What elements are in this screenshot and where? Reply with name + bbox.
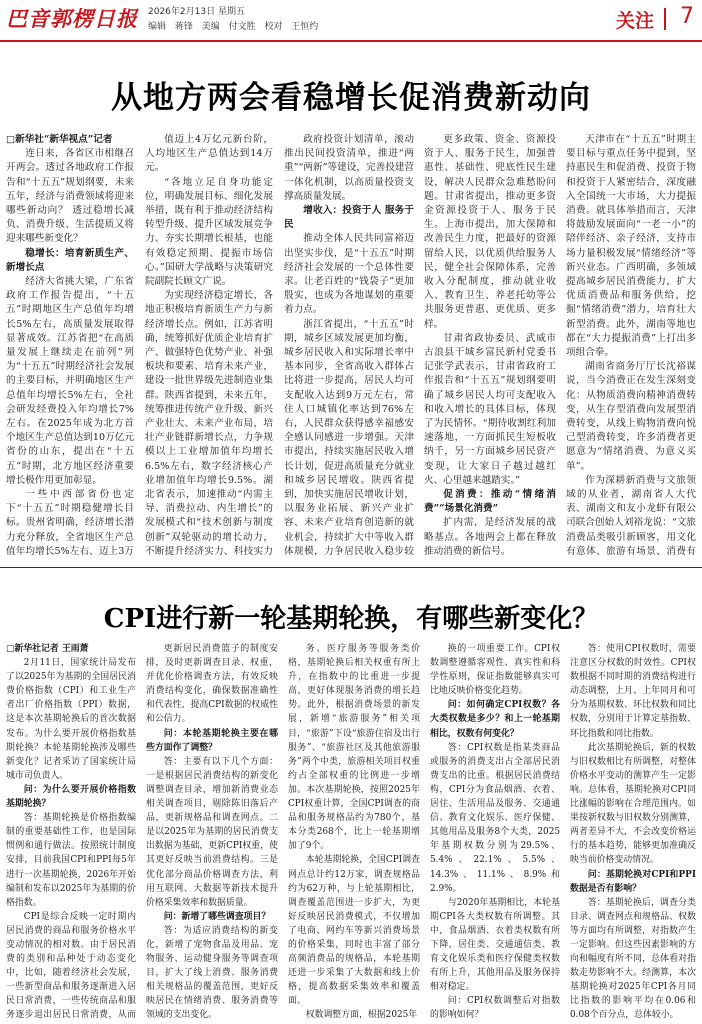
article2-column-3 bbox=[288, 642, 420, 1020]
editors-line: 编辑 蒋锋 美编 付文胜 校对 王恒约 bbox=[148, 22, 319, 32]
paragraph: 经济大省挑大梁，广东省政府工作报告提出，“十五五”时期地区生产总值年均增长5%左右，高质量发展取得显著成效。江苏省把“在高质量发展上继续走在前列”列为“十五五”时期经济社会发展的主要目标，并明确地区生产总值年均增长5%左右，全社会研发经费投入年均增长7%左右。在2025年成为北方首个地区生产总值达到10万亿元省份的山东，提出在“十五五”时期，北方地区经济重要增长极作用更加彰显。 bbox=[6, 276, 134, 486]
section-divider bbox=[664, 8, 666, 30]
paragraph: 政府投资计划清单，滚动推出民间投资清单，推进“两重”“两新”等建设，完善投建营一体化机制，以高质量投资支撑高质量发展。 bbox=[284, 134, 414, 202]
article2-headline: CPI进行新一轮基期轮换，有哪些新变化？ bbox=[103, 604, 599, 634]
page-header bbox=[0, 0, 702, 42]
masthead-logo: 巴音郭楞日报 bbox=[6, 6, 138, 31]
article1-column-4 bbox=[424, 133, 556, 558]
byline: □新华社记者 王雨萧 bbox=[6, 644, 89, 654]
paragraph: 更多政策、资金、资源投资于人、服务于民生，加强普惠性、基础性、兜底性民生建设，解决人民群众急难愁盼问题。甘肃省提出，推动更多资金资源投资于人、服务于民生。上海市提出，加大保障和改善民生力度，把最好的资源留给人民，以优质供给服务人民，健全社会保障体系，完善收入分配制度，推动就业收入、教育卫生、养老托幼等公共服务更普惠、更优质、更多样。 bbox=[424, 134, 556, 330]
paragraph: 本轮基期轮换，全国CPI调查网点总计约12万家，调查规格品约为62万种，与上轮基期相比，调查覆盖范围进一步扩大，为更好反映居民消费模式，不仅增加了电商、网约车等新兴消费场景的价格采集，同时也丰富了部分高频消费品的规格品，本轮基期还进一步采集了大数据和线上价格，提高数据采集效率和覆盖面。 bbox=[288, 855, 420, 1007]
date-line: 2026年2月13日 星期五 bbox=[148, 7, 245, 17]
paragraph: 答：基期轮换是价格指数编制的重要基础性工作，也是国际惯例和通行做法。按照统计制度安排，目前我国CPI和PPI每5年进行一次基期轮换，2026年开始编制和发布以2025年为基期的价格指数。 bbox=[6, 813, 136, 908]
subheading: 稳增长：培育新质生产、新增长点 bbox=[6, 247, 134, 273]
article2-column-5 bbox=[570, 642, 696, 1020]
paragraph: 答：基期轮换后，调查分类目录、调查网点和规格品、权数等方面均有所调整，对指数产生一定影响。但这些因素影响的方向和幅度有所不同，总体看对指数走势影响不大。经测算，本次基期轮换对2025年CPI各月同比指数的影响平均在0.06和0.08个百分点，总体较小。 bbox=[570, 897, 696, 1020]
paragraph: 答：主要有以下几个方面：一是根据居民消费结构的新变化调整调查目录，增加新消费业态相关调查项目，剔除陈旧落后产品，更新规格品和调查网点。二是以2025年为基期的居民消费支出数据为基础，更新CPI权重，使其更好反映当前消费结构。三是优化部分商品价格调查方法，利用互联网、大数据等新技术提升价格采集效率和数据质量。 bbox=[146, 756, 278, 908]
subheading: 问：为什么要开展价格指数基期轮换？ bbox=[6, 784, 136, 810]
article2-column-4 bbox=[430, 642, 560, 1020]
paragraph: 务、医疗服务等服务类价格，基期轮换后相关权重有所上升，在指数中的比重进一步提高，更好体现服务消费的增长趋势。此外，根据消费场景的新发展，新增“旅游服务”相关项目，“旅游”下设“旅游住宿及出行服务”、“旅游社区及其他旅游服务”两个中类，旅游相关项目权重约占全部权重的比例进一步增加。本次基期轮换，按照2025年CPI权重计算，全国CPI调查的商品和服务规格品约为780个，基本分类268个，比上一轮基期增加了9个。 bbox=[288, 644, 420, 852]
subheading: 问：本轮基期轮换主要在哪些方面作了调整？ bbox=[146, 728, 278, 753]
article2-column-1 bbox=[6, 642, 136, 1020]
paragraph: 为实现经济稳定增长，各地正积极培育新质生产力与新经济增长点。例如，江苏省明确，统筹抓好优质企业培育扩产、做强特色优势产业、补强板块和要素、培育未来产业，建设一批世界级先进制造业集群。陕西省提到，未来五年，统筹推进传统产业升级、新兴产业壮大、未来产业布局，培壮产业链群新增长点，力争规模以上工业增加值年均增长6.5%左右，数字经济核心产业增加值年均增长9.5%。湖北省表示，加速推动“内需主导、消费拉动、内生增长”的发展模式和“技术创新与制度创新”双轮驱动的增长动力，不断提升经济实力、科技实力 bbox=[145, 290, 273, 557]
article2-column-2 bbox=[146, 642, 278, 1020]
paragraph: 一些中西部省份也定下“十五五”时期稳健增长目标。贵州省明确，经济增长潜力充分释放，全省地区生产总值年均增长5%左右、迈上3万 bbox=[6, 489, 134, 557]
byline: □新华社“新华视点”记者 bbox=[6, 134, 113, 145]
paragraph: 问：CPI权数调整后对指数的影响如何？ bbox=[430, 996, 560, 1020]
paragraph: 作为深耕新消费与文旅领域的从业者，湖南省人大代表、湖南文和友小龙虾有限公司联合创始人刘裕龙说：“文旅消费品类吸引新顾客，用文化有意体、旅游有场景、消费有 bbox=[566, 474, 696, 557]
paragraph: 湖南省商务厅厅长沈裕谋说，当今消费正在发生深刻变化：从物质消费向精神消费转变，从生存型消费向发展型消费转变，从线上购物消费向悦己型消费转变，许多消费者更愿意为“情绪消费、为意义买单”。 bbox=[566, 361, 696, 472]
section-name: 关注 bbox=[615, 10, 654, 32]
article1-column-5 bbox=[566, 133, 696, 558]
subheading: 问：基期轮换对CPI和PPI数据是否有影响？ bbox=[570, 869, 696, 894]
paragraph: 权数调整方面，根据2025年 bbox=[305, 1010, 418, 1020]
article1-headline: 从地方两会看稳增长促消费新动向 bbox=[111, 80, 591, 116]
subheading: 问：新增了哪些调查项目？ bbox=[163, 911, 271, 922]
paragraph: 连日来，各省区市相继召开两会。透过各地政府工作报告和“十五五”规划纲要，未来五年，经济与消费领域将迎来哪些新动向？ 透过稳增长减负、消费升级、生活提质又将迎来哪些新变化？ bbox=[6, 148, 134, 245]
paragraph: 换的一项重要工作。CPI权数调整遵循客观性、真实性和科学性原则，保证指数能够真实可比地反映价格变化趋势。 bbox=[430, 644, 560, 697]
paragraph: 浙江省提出，“十五五”时期，城乡区域发展更加均衡，城乡居民收入和实际增长率中基本同步，全省高收入群体占比将进一步提高，居民人均可支配收入达到9万元左右，常住人口城镇化率达到76%左右，人民群众获得感幸福感安全感认同感进一步增强。天津市提出，持续实施居民收入增长计划，促进高质量充分就业和城乡居民增收。陕西省提到，加快实施居民增收计划，以服务业拓展、新兴产业扩容、未来产业培育创造新的就业机会，持续扩大中等收入群体规模，力争居民收入稳步较 bbox=[284, 318, 414, 557]
subheading: 促消费：推动“情绪消费”“场景化消费” bbox=[424, 489, 556, 515]
paragraph: 值迈上4万亿元新台阶，人均地区生产总值达到14万元。 bbox=[145, 134, 273, 174]
paragraph: 答：为适应消费结构的新变化，新增了宠物食品及用品、宠物服务、运动健身服务等调查项目，扩大了线上消费、服务消费相关规格品的覆盖范围，更好反映居民在情绪消费、服务消费等领域的支出变化。 bbox=[146, 925, 278, 1020]
paragraph: 此次基期轮换后，新的权数与旧权数相比有所调整，对整体价格水平变动的测算产生一定影响。总体看，基期轮换对CPI同比涨幅的影响在合理范围内。如果按新权数与旧权数分别测算，两者差异不大，不会改变价格运行的基本趋势，能够更加准确反映当前价格变动情况。 bbox=[570, 742, 696, 866]
paragraph: 更新居民消费篮子的制度安排，及时更新调查目录、权重，并优化价格调查方法，有效反映消费结构变化，确保数据准确性和代表性，提高CPI数据的权威性和公信力。 bbox=[146, 644, 278, 725]
paragraph: 甘肃省政协委员、武威市古浪县干城乡富民新村党委书记张学武表示，甘肃省政府工作报告和“十五五”规划纲要明确了城乡居民人均可支配收入和收入增长的具体目标，体现了为民情怀。“期待收割红利加速落地，一方面抓民生短板收纳千，另一方面城乡居民资产变现，让大家日子越过越红火、心里越来越踏实。” bbox=[424, 332, 556, 486]
paragraph: “各地立足自身功能定位，明确发展目标、细化发展举措，既有利于推动经济结构转型升级、提升区域发展竞争力、夯实长期增长根基，也能有效稳定预期、提振市场信心。”国研大学战略与决策研究院副院长顾文广说。 bbox=[145, 176, 273, 288]
subheading: 增收入：投资于人 服务于民 bbox=[284, 205, 414, 231]
subheading: 问：如何确定CPI权数？各大类权数是多少？和上一轮基期相比，权数有何变化？ bbox=[430, 700, 560, 739]
paragraph: 天津市在“十五五”时期主要目标与重点任务中提到，坚持惠民生和促消费、投资于物和投资于人紧密结合，深度融入全国统一大市场，大力提振消费。就具体举措而言，天津将鼓励发展面向“一老一小”的陪伴经济、亲子经济，支持市场力量积极发展“情绪经济”等新兴业态。广西明确，多领域提高城乡居民消费能力，扩大优质消费品和服务供给，挖掘“情绪消费”潜力，培育壮大新型消费。此外，湖南等地也都在“大力提振消费”上打出多项组合拳。 bbox=[566, 134, 696, 359]
article1-column-1 bbox=[6, 133, 134, 558]
paragraph: 答：CPI权数是指某类商品或服务的消费支出占全部居民消费支出的比重。根据居民消费结构，CPI分为食品烟酒、衣着、居住、生活用品及服务、交通通信、教育文化娱乐、医疗保健、其他用品及服务8个大类，2025年基期权数分别为29.5%、5.4%、22.1%、5.5%、14.3%、11.1%、8.9%和2.9%。 bbox=[430, 742, 560, 894]
paragraph: CPI是综合反映一定时期内居民消费的商品和服务价格水平变动情况的相对数。由于居民消费的类别和品种处于动态变化中，比如，随着经济社会发展，一些新型商品和服务逐渐进入居民日常消费，一些传统商品和服务逐步退出居民日常消费，从而 bbox=[6, 911, 136, 1020]
paragraph: 推动全体人民共同富裕迈出坚实步伐，是“十五五”时期经济社会发展的一个总体性要求。让老百姓的“钱袋子”更加殷实，也成为各地谋划的重要着力点。 bbox=[284, 233, 414, 316]
article1-column-3 bbox=[284, 133, 414, 558]
paragraph: 扩内需，是经济发展的战略基点。各地两会上都在释放推动消费的新信号。 bbox=[424, 517, 556, 557]
paragraph: 答：使用CPI权数时，需要注意区分权数的时效性。CPI权数根据不同时期的消费结构进行动态调整，上月、上年同月和可分为基期权数、环比权数和同比权数，分别用于计算定基指数、环比指数和同比指数。 bbox=[570, 644, 696, 739]
paragraph: 与2020年基期相比，本轮基期CPI各大类权数有所调整。其中，食品烟酒、衣着类权数有所下降，居住类、交通通信类、教育文化娱乐类和医疗保健类权数有所上升，其他用品及服务保持相对稳定。 bbox=[430, 897, 560, 993]
paragraph: 2月11日，国家统计局发布了以2025年为基期的全国居民消费价格指数（CPI）和工业生产者出厂价格指数（PPI）数据，这是本次基期轮换后的首次数据发布。为什么要开展价格指数基期轮换？本轮基期轮换涉及哪些新变化？记者采访了国家统计局城市司负责人。 bbox=[6, 658, 136, 781]
article1-column-2 bbox=[145, 133, 273, 558]
article-divider bbox=[0, 567, 702, 568]
page-number: 7 bbox=[680, 4, 694, 29]
